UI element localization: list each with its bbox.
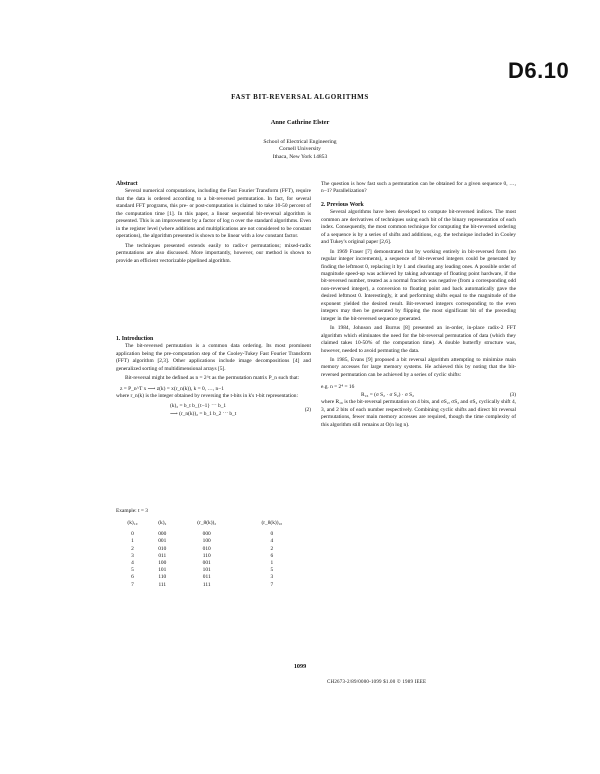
table-cell: 3 [270,574,274,581]
equation-number: (3) [509,392,516,399]
table-cell: 7 [270,581,274,588]
table-cell: 000 [202,531,211,538]
body-paragraph: Several algorithms have been developed to compute bit-reversed indices. The most common are derivatives of techniques using each bit of the binary representation of each index. Consequently, the most common technique for computing the bit-reversed ordering of a sequence is by a series of shifts and additions, e.g. the technique included in Cooley and Tukey's original paper [2,6]. [321,209,516,246]
session-id: D6.10 [508,58,570,83]
table-cell: 7 [131,581,134,588]
abstract-section [116,181,311,267]
table-cell: 100 [202,538,211,545]
table-cell: 4 [270,538,274,545]
table-header: (r_8(k))₂ [197,520,217,526]
table-cell: 010 [202,545,211,552]
affiliation-line: School of Electrical Engineering [263,139,337,145]
table-row [116,582,306,589]
table-header-row [116,520,306,527]
table-cell: 000 [158,531,167,538]
equation-2-line: (k)₂ = b_t b_{t−1} ⋯ b_1 [170,403,227,410]
equation-2 [116,402,311,418]
equation-2-line: ⟶ (r_n(k))₂ = b_1 b_2 ⋯ b_t [170,411,237,418]
affiliation [0,139,600,161]
right-column [321,181,516,431]
body-paragraph: In 1985, Evans [9] proposed a bit reversal algorithm attempting to minimize main memory accesses for large memory systems. He achieved this by noting that the bit-reversed permutation can be achieved by a series of cyclic shifts: [321,356,516,378]
table-header: (k)₁₀ [127,520,138,526]
table-cell: 0 [131,531,134,538]
table-cell: 001 [202,560,211,567]
paper-title: FAST BIT-REVERSAL ALGORITHMS [231,93,369,101]
body-paragraph: In 1984, Johnson and Burrus [8] presented an in-order, in-place radix-2 FFT algorithm which eliminates the need for the bit-reversal permutation of data (which they claimed takes 10-50% of the computation time). A double butterfly structure was, however, needed to avoid permuting the data. [321,325,516,354]
table-cell: 2 [131,545,134,552]
table-cell: 010 [158,545,167,552]
table-cell: 101 [158,567,167,574]
table-row [116,560,306,567]
body-paragraph: where R₁₆ is the bit-reversal permutation on 4 bits, and σS₂, σS₂ and σS₂ cyclically shift 4, 3, and 2 bits of each number respectively. Combining cyclic shifts and direct bit reversal permutations, fewer main memory accesses are required, though the time complexity of this algorithm still remains at O(n log n). [321,399,516,428]
table-header: (k)₂ [158,520,167,526]
abstract-heading: Abstract [116,181,138,187]
table-cell: 110 [202,552,211,559]
table-cell: 1 [131,538,134,545]
body-paragraph: In 1969 Fraser [7] demonstrated that by working entirely in bit-reversed form (no regular integer increments), a sequence of bit-reversed integers could be generated by finding the leftmost 0, replacing it by 1 and clearing any leading ones. A possible order of magnitude speed-up was achieved by taking advantage of floating point hardware, if the bit-reversed number, treated as a normal fraction was negative (from a corresponding odd non-reversed integer), a conversion to floating point and back automatically gave the desired leftmost 0. Interestingly, it and performing shifts equal to the magnitude of the exponent yielded the desired result. Bit-reversed integers corresponding to the even integers may then be generated by flipping the most significant bit of the preceding integer in the bit-reversed sequence generated. [321,248,516,322]
previous-work-heading: 2. Previous Work [321,201,364,208]
table-cell: 011 [202,574,211,581]
table-row [116,531,306,538]
table-cell: 4 [131,560,134,567]
intro-paragraph: Bit-reversal might be defined as n = 2^t as the permutation matrix P_n such that: [125,375,300,382]
intro-paragraph: where r_n(k) is the integer obtained by reversing the t-bits in k's t-bit representation: [116,392,298,399]
affiliation-line: Ithaca, New York 14853 [272,153,328,160]
example-table [116,520,306,589]
table-row [116,546,306,553]
table-cell: 5 [270,567,274,574]
copyright-line: CH2673-2/89/0000-1099 $1.00 © 1989 IEEE [327,680,427,685]
table-cell: 111 [202,581,211,588]
example-line: e.g. n = 2⁴ = 16 [321,384,355,391]
intro-paragraph: The bit-reversed permutation is a common data ordering. Its most prominent application being the pre-computation step of the Cooley-Tukey Fast Fourier Transform (FFT) algorithm [2,3]. Other applications include image decompositions [4] and generalized sorting of multidimensional arrays [5]. [116,343,311,372]
table-cell: 5 [131,567,134,574]
intro-heading: 1. Introduction [116,336,154,342]
table-cell: 0 [270,531,274,538]
equation-number: (2) [304,407,311,414]
table-cell: 101 [202,567,211,574]
table-cell: 100 [158,560,167,567]
introduction-section [116,336,311,418]
table-row [116,553,306,560]
table-cell: 110 [158,574,167,581]
table-cell: 1 [270,560,274,567]
table-row [116,574,306,581]
equation-3-body: R₁₆ = (σ S₂ · σ S₂) · σ S₂ [361,392,415,399]
table-cell: 3 [131,552,134,559]
table-cell: 6 [131,574,134,581]
table-cell: 011 [158,552,167,559]
equation-3 [321,391,516,399]
table-cell: 6 [270,552,274,559]
table-row [116,567,306,574]
table-row [116,538,306,545]
abstract-paragraph: The techniques presented extends easily to radix-r permutations; mixed-radix permutations are also discussed. More importantly, however, our method is shown to provide an efficient vectorizable pipelined algorithm. [116,242,311,264]
table-cell: 001 [158,538,167,545]
abstract-paragraph: Several numerical computations, including the Fast Fourier Transform (FFT), require that the data is ordered according to a bit-reversed permutation. In fact, for several standard FFT programs, this pre- or post-computation is claimed to take 10-50 percent of the computation time [1]. In this paper, a linear sequential bit-reversal algorithm is presented. This is an improvement by a factor of log n over the standard algorithms. Even in the register level (where additions and multiplications are not considered to be constant operations), the algorithm presented is shown to be linear with a low constant factor. [116,188,311,240]
equation-1: z = P_n^T x ⟶ z(k) = x(r_n(k)), k = 0, …, n−1 [120,385,224,392]
author-name: Anne Cathrine Elster [270,119,330,126]
table-cell: 2 [270,545,274,552]
affiliation-line: Cornell University [279,146,321,153]
example-label: Example: t = 3 [116,508,148,514]
table-header: (r_8(k))₁₀ [261,520,283,526]
table-cell: 111 [158,581,167,588]
body-paragraph: The question is how fast such a permutation can be obtained for a given sequence 0, …, n−1? Parallelization? [321,181,516,195]
page-number: 1099 [293,663,307,670]
